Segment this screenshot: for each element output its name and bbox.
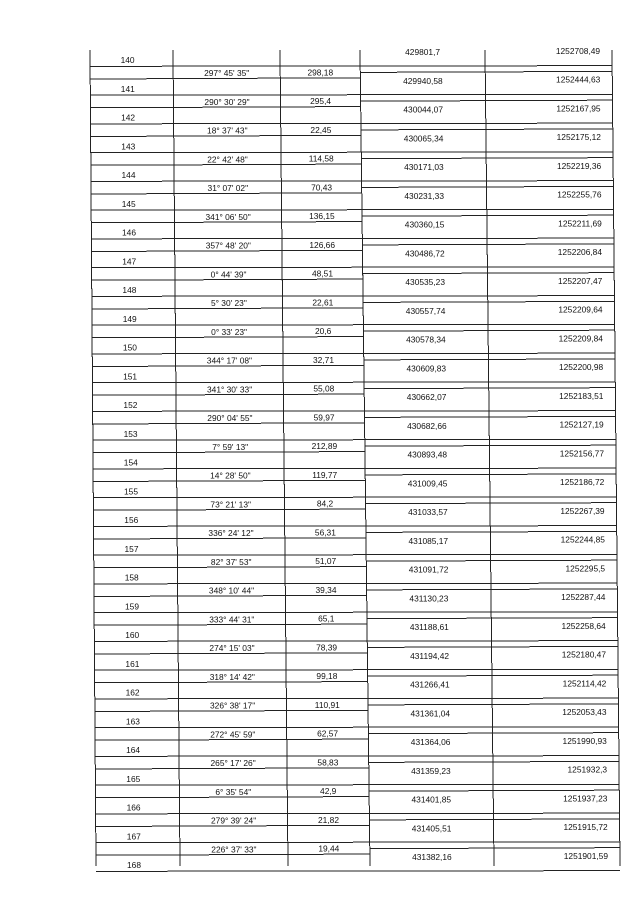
segment-distance: 110,91 — [314, 699, 340, 710]
row-rule-point — [94, 641, 617, 642]
bearing-angle: 357° 48' 20" — [205, 240, 251, 251]
column-separator-0 — [90, 50, 96, 866]
segment-distance: 22,61 — [312, 297, 334, 308]
row-rule-point — [91, 181, 613, 182]
coordinate-y: 1252244,85 — [560, 534, 605, 545]
bearing-angle: 341° 30' 33" — [207, 384, 253, 395]
point-number: 163 — [125, 716, 140, 727]
point-number: 153 — [123, 428, 138, 439]
row-rule-point — [95, 669, 619, 670]
coordinate-x: 431085,17 — [408, 536, 449, 546]
row-rule-coord — [366, 560, 617, 561]
point-number: 167 — [126, 831, 141, 842]
coordinate-y: 1251990,93 — [562, 735, 607, 746]
table-row — [124, 420, 604, 452]
bearing-angle: 274° 15' 03" — [209, 643, 255, 653]
table-row — [125, 563, 606, 595]
table-row — [123, 391, 603, 423]
row-rule-point — [91, 238, 613, 239]
bearing-angle: 290° 30' 29" — [204, 96, 250, 107]
coordinate-y: 1252258,64 — [561, 620, 606, 631]
coordinate-x: 430171,03 — [404, 162, 444, 173]
column-separator-1 — [173, 50, 180, 866]
point-number: 159 — [125, 601, 139, 612]
point-number: 155 — [124, 486, 138, 497]
point-number: 149 — [122, 313, 137, 324]
point-number: 154 — [123, 457, 138, 468]
point-number: 158 — [124, 572, 139, 583]
coordinate-y: 1252175,12 — [556, 132, 601, 143]
point-number: 157 — [124, 543, 139, 554]
coordinate-x: 429801,7 — [405, 47, 441, 58]
segment-distance: 298,18 — [307, 67, 334, 78]
segment-distance: 119,77 — [312, 469, 338, 480]
segment-distance: 21,82 — [318, 814, 339, 825]
row-rule-point — [92, 382, 615, 383]
segment-distance: 84,2 — [316, 498, 334, 509]
coordinate-y: 1252255,76 — [557, 189, 602, 200]
coordinate-x: 430535,23 — [405, 277, 445, 288]
segment-distance: 19,44 — [318, 843, 340, 854]
segment-distance: 51,07 — [315, 556, 337, 567]
coordinate-x: 431382,16 — [412, 852, 452, 863]
row-rule-coord — [365, 474, 616, 475]
coordinate-y: 1252708,49 — [555, 45, 601, 56]
row-rule-coord — [364, 388, 615, 389]
row-rule-coord — [363, 330, 614, 331]
bearing-angle: 14° 28' 50" — [210, 470, 251, 481]
table-row — [127, 793, 608, 825]
point-number: 145 — [121, 198, 136, 209]
coordinate-x: 430609,83 — [406, 363, 447, 374]
coordinate-y: 1252180,47 — [561, 649, 606, 660]
coordinate-y: 1252287,44 — [561, 592, 606, 602]
row-rule-point — [90, 66, 612, 67]
segment-distance: 39,34 — [315, 584, 337, 595]
point-number: 151 — [123, 371, 138, 382]
coordinate-x: 431130,23 — [409, 593, 449, 604]
row-rule-point — [94, 526, 617, 527]
row-rule-coord — [362, 244, 614, 245]
coordinate-y: 1251915,72 — [563, 822, 608, 832]
bearing-angle: 5° 30' 23" — [210, 298, 247, 308]
segment-distance: 42,9 — [320, 786, 337, 797]
coordinate-x: 431401,85 — [411, 794, 452, 805]
coordinate-y: 1252295,5 — [565, 563, 606, 574]
table-row — [127, 822, 608, 854]
row-rule-coord — [370, 848, 620, 849]
coordinate-y: 1252444,63 — [556, 74, 601, 85]
row-rule-coord — [363, 273, 614, 274]
coordinate-x: 430231,33 — [404, 190, 444, 201]
row-rule-coord — [367, 646, 618, 647]
row-rule-point — [93, 468, 616, 469]
table-row — [123, 362, 603, 394]
point-number: 166 — [126, 802, 141, 813]
segment-distance: 20,6 — [314, 326, 332, 337]
bearing-angle: 272° 45' 59" — [210, 729, 256, 740]
coordinate-x: 430044,07 — [403, 104, 443, 115]
row-rule-coord — [361, 129, 613, 130]
row-rule-point — [93, 439, 616, 440]
row-rule-coord — [368, 733, 618, 734]
column-separator-3 — [360, 50, 370, 866]
row-rule-coord — [361, 100, 613, 101]
point-number: 162 — [125, 687, 140, 698]
row-rule-coord — [360, 71, 612, 72]
segment-distance: 136,15 — [309, 211, 335, 222]
row-rule-coord — [369, 819, 619, 820]
row-rule-point — [90, 94, 612, 95]
bearing-angle: 348° 10' 44" — [208, 585, 255, 596]
segment-distance: 114,58 — [308, 153, 334, 164]
point-number: 164 — [126, 745, 141, 755]
table-row — [124, 506, 605, 538]
segment-distance: 126,66 — [309, 239, 336, 250]
point-number: 140 — [120, 55, 135, 65]
row-rule-coord — [369, 761, 619, 762]
bearing-angle: 82° 37' 53" — [210, 556, 252, 567]
segment-distance: 78,39 — [316, 642, 338, 653]
coordinate-y: 1252209,84 — [558, 333, 603, 344]
coordinate-y: 1252167,95 — [556, 103, 601, 114]
row-rule-point — [94, 612, 617, 613]
segment-distance: 32,71 — [313, 354, 334, 365]
point-number: 168 — [127, 860, 141, 870]
bearing-angle: 333° 44' 31" — [209, 614, 255, 625]
bearing-angle: 265° 17' 26" — [210, 758, 256, 768]
segment-distance: 48,51 — [312, 268, 333, 279]
coordinate-y: 1252267,39 — [560, 505, 605, 516]
bearing-angle: 22° 42' 48" — [207, 154, 248, 165]
row-rule-point — [91, 152, 613, 153]
row-rule-point — [96, 871, 620, 872]
coordinate-y: 1251932,3 — [567, 764, 608, 775]
segment-distance: 99,18 — [316, 671, 338, 682]
point-number: 143 — [121, 141, 136, 152]
row-rule-point — [96, 842, 620, 843]
coordinate-x: 431009,45 — [407, 478, 448, 489]
row-rule-point — [91, 123, 613, 124]
row-rule-point — [95, 784, 619, 785]
coordinate-y: 1252053,43 — [562, 707, 607, 717]
coordinate-y: 1252206,84 — [557, 247, 602, 258]
row-rule-point — [93, 411, 616, 412]
bearing-angle: 344° 17' 08" — [206, 355, 252, 366]
point-number: 156 — [124, 515, 139, 525]
bearing-angle: 226° 37' 33" — [211, 844, 257, 855]
row-rule-coord — [361, 158, 613, 159]
segment-distance: 65,1 — [318, 613, 335, 624]
coordinate-y: 1252207,47 — [558, 275, 603, 286]
coordinate-x: 431194,42 — [410, 651, 450, 661]
coordinate-y: 1252200,98 — [558, 362, 604, 373]
bearing-angle: 326° 38' 17" — [210, 700, 256, 711]
coordinate-y: 1251901,59 — [563, 850, 608, 861]
row-rule-coord — [365, 445, 616, 446]
segment-distance: 55,08 — [313, 383, 335, 394]
row-rule-point — [95, 698, 619, 699]
bearing-angle: 341° 06' 50" — [205, 211, 251, 222]
coordinate-x: 431364,06 — [410, 737, 451, 748]
table-row — [126, 707, 607, 739]
bearing-angle: 6° 35' 54" — [215, 786, 252, 797]
table-rows — [121, 46, 609, 870]
row-rule-coord — [364, 416, 615, 417]
table-row — [125, 650, 606, 682]
column-separator-5 — [612, 50, 620, 866]
bearing-angle: 336° 24' 12" — [208, 528, 254, 538]
coordinate-x: 431359,23 — [411, 766, 451, 776]
table-row — [126, 678, 607, 710]
coordinate-x: 430578,34 — [406, 334, 446, 345]
table-row — [124, 477, 605, 509]
bearing-angle: 297° 45' 35" — [204, 68, 250, 78]
row-rule-point — [92, 296, 615, 297]
point-number: 147 — [122, 256, 137, 267]
point-number: 161 — [125, 658, 140, 669]
bearing-angle: 7° 59' 13" — [212, 441, 249, 452]
segment-distance: 22,45 — [310, 124, 332, 135]
segment-distance: 70,43 — [311, 182, 333, 193]
coordinate-y: 1252219,36 — [556, 160, 602, 171]
coordinate-x: 430682,66 — [407, 420, 447, 431]
row-rule-coord — [364, 359, 615, 360]
coordinate-x: 430557,74 — [405, 305, 446, 316]
point-number: 152 — [123, 400, 138, 410]
coordinate-x: 431405,51 — [411, 823, 452, 834]
row-rule-coord — [366, 503, 617, 504]
segment-distance: 212,89 — [311, 441, 338, 452]
table-row — [126, 736, 607, 768]
row-rule-point — [92, 324, 615, 325]
row-rule-point — [92, 353, 615, 354]
row-rule-point — [91, 209, 613, 210]
coordinate-x: 430893,48 — [407, 449, 448, 460]
row-rule-point — [95, 756, 619, 757]
point-number: 150 — [122, 342, 137, 353]
row-rule-coord — [367, 618, 618, 619]
bearing-angle: 0° 33' 23" — [211, 326, 248, 337]
point-number: 160 — [125, 630, 140, 640]
point-number: 142 — [121, 112, 136, 123]
coordinate-y: 1252183,51 — [559, 390, 604, 401]
point-number: 141 — [120, 83, 135, 94]
coordinate-y: 1252186,72 — [560, 477, 605, 488]
coordinate-y: 1252127,19 — [559, 419, 604, 430]
segment-distance: 62,57 — [317, 728, 339, 739]
coordinate-x: 429940,58 — [403, 76, 443, 86]
row-rule-coord — [368, 704, 618, 705]
table-row — [125, 592, 606, 624]
coordinate-y: 1252114,42 — [562, 678, 607, 689]
coordinate-y: 1252211,69 — [558, 218, 602, 229]
point-number: 144 — [121, 170, 136, 180]
coordinate-x: 431033,57 — [408, 507, 448, 518]
row-rule-coord — [366, 531, 617, 532]
row-rule-point — [92, 267, 615, 268]
coordinate-y: 1251937,23 — [563, 793, 608, 804]
segment-distance: 58,83 — [317, 757, 339, 768]
row-rule-point — [93, 497, 616, 498]
row-rule-coord — [369, 790, 619, 791]
bearing-angle: 31° 07' 02" — [207, 183, 249, 193]
coordinate-x: 430065,34 — [403, 133, 444, 144]
column-separator-4 — [485, 50, 494, 866]
row-rule-coord — [363, 301, 614, 302]
point-number: 165 — [126, 773, 141, 784]
coordinate-y: 1252156,77 — [559, 448, 604, 459]
point-number: 146 — [122, 227, 136, 238]
bearing-angle: 18° 37' 43" — [207, 125, 248, 136]
row-rule-coord — [362, 215, 614, 216]
coordinate-x: 430360,15 — [404, 219, 445, 230]
coordinate-x: 431188,61 — [409, 622, 449, 633]
table-row — [125, 621, 606, 653]
bearing-angle: 290° 04' 55" — [207, 413, 253, 423]
coordinate-x: 430486,72 — [405, 248, 445, 259]
coordinate-y: 1252209,64 — [558, 304, 603, 315]
row-rule-coord — [362, 186, 614, 187]
row-rule-coord — [367, 589, 618, 590]
column-separator-2 — [280, 50, 288, 866]
row-rule-point — [95, 727, 619, 728]
segment-distance: 59,97 — [313, 412, 335, 423]
bearing-angle: 73° 21' 13" — [210, 499, 251, 510]
table-row — [124, 448, 605, 480]
coordinate-x: 431266,41 — [410, 679, 450, 690]
coordinate-x: 431361,04 — [410, 708, 451, 719]
row-rule-coord — [368, 675, 618, 676]
coordinate-x: 431091,72 — [408, 564, 449, 575]
table-row — [125, 535, 606, 567]
coordinate-x: 430662,07 — [406, 392, 447, 403]
bearing-angle: 318° 14' 42" — [209, 671, 255, 682]
row-rule-point — [94, 554, 617, 555]
segment-distance: 295,4 — [310, 96, 332, 107]
segment-distance: 56,31 — [314, 527, 336, 538]
row-rule-point — [96, 813, 620, 814]
bearing-angle: 279° 39' 24" — [211, 815, 257, 826]
point-number: 148 — [122, 285, 137, 295]
bearing-angle: 0° 44' 39" — [210, 269, 247, 280]
table-row — [126, 765, 607, 797]
table-grid — [90, 50, 620, 871]
row-rule-point — [94, 583, 617, 584]
